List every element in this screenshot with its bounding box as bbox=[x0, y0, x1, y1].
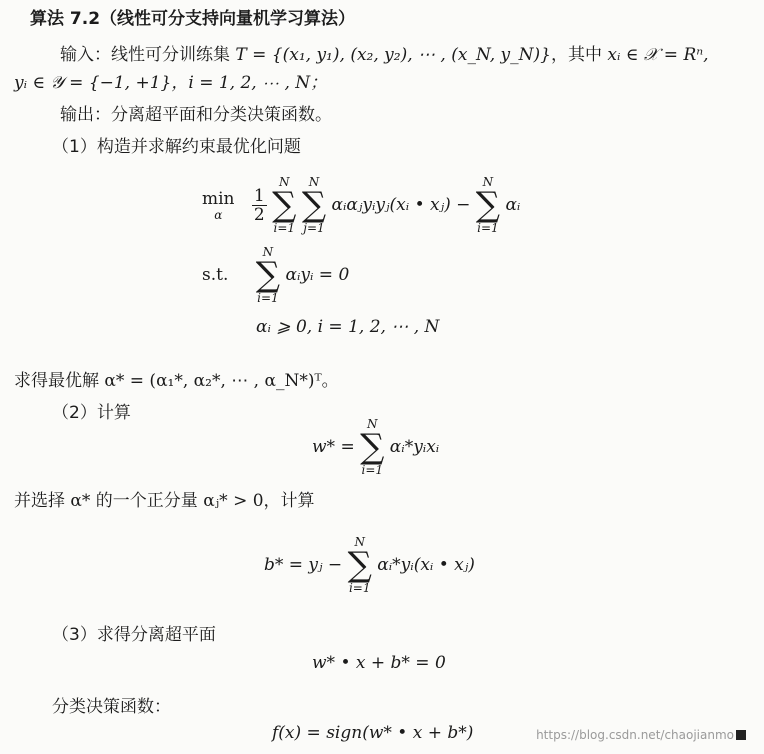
decision-function-equation: f(x) = sign(w* • x + b*) bbox=[272, 723, 474, 743]
input-where: ，其中 bbox=[550, 45, 602, 65]
decision-function-label: 分类决策函数： bbox=[52, 697, 171, 717]
w-star-rhs: αᵢ*yᵢxᵢ bbox=[389, 437, 440, 457]
input-set: T = {(x₁, y₁), (x₂, y₂), ⋯ , (x_N, y_N)} bbox=[235, 45, 551, 65]
w-star-equation bbox=[312, 418, 439, 478]
step-1-heading: （1）构造并求解约束最优化问题 bbox=[52, 137, 301, 157]
optimal-solution-line: 求得最优解 α* = (α₁*, α₂*, ⋯ , α_N*)ᵀ。 bbox=[14, 371, 339, 391]
hyperplane-equation: w* • x + b* = 0 bbox=[312, 653, 446, 673]
input-y-condition: yᵢ ∈ 𝒴 = {−1, +1}，i = 1, 2, ⋯ , N； bbox=[14, 73, 328, 93]
sum-upper-limit: N bbox=[482, 175, 494, 189]
constraint-equation-1 bbox=[202, 246, 349, 306]
b-sum-operator: N ∑ i=1 bbox=[347, 535, 372, 595]
corner-mark-icon bbox=[736, 730, 746, 740]
input-label: 输入：线性可分训练集 bbox=[60, 45, 230, 65]
source-watermark: https://blog.csdn.net/chaojianmo bbox=[536, 728, 734, 742]
b-star-equation bbox=[264, 536, 475, 596]
sum-upper-limit: N bbox=[354, 535, 365, 549]
sum-lower-limit: j=1 bbox=[303, 221, 325, 235]
one-half-fraction bbox=[252, 187, 267, 224]
sum-j-operator: N ∑ j=1 bbox=[301, 175, 327, 235]
algorithm-title: 算法 7.2（线性可分支持向量机学习算法） bbox=[30, 9, 356, 29]
min-operator: min bbox=[202, 189, 235, 209]
sum-lower-limit: i=1 bbox=[257, 291, 279, 305]
min-variable: α bbox=[214, 208, 223, 222]
objective-terms: αᵢαⱼyᵢyⱼ(xᵢ • xⱼ) − bbox=[331, 195, 471, 215]
sum-lower-limit: i=1 bbox=[477, 221, 499, 235]
w-sum-operator: N ∑ i=1 bbox=[360, 417, 385, 477]
sum-lower-limit: i=1 bbox=[273, 221, 296, 235]
constraint-1-expression: αᵢyᵢ = 0 bbox=[285, 265, 350, 285]
step-3-heading: （3）求得分离超平面 bbox=[52, 625, 216, 645]
subject-to-label: s.t. bbox=[202, 265, 229, 285]
input-x-condition: xᵢ ∈ 𝒳 = Rⁿ, bbox=[607, 45, 709, 65]
sum-lower-limit: i=1 bbox=[361, 463, 384, 477]
constraint-equation-2: αᵢ ⩾ 0, i = 1, 2, ⋯ , N bbox=[256, 317, 440, 337]
fraction-denominator: 2 bbox=[253, 204, 265, 225]
input-line bbox=[60, 44, 709, 66]
output-line: 输出：分离超平面和分类决策函数。 bbox=[60, 105, 332, 125]
sum-upper-limit: N bbox=[367, 417, 378, 431]
sum-alpha-operator: N ∑ i=1 bbox=[475, 175, 501, 235]
w-star-lhs: w* = bbox=[312, 437, 355, 457]
b-star-rhs: αᵢ*yᵢ(xᵢ • xⱼ) bbox=[377, 555, 475, 575]
sum-upper-limit: N bbox=[308, 175, 320, 189]
sum-upper-limit: N bbox=[262, 245, 274, 259]
sum-lower-limit: i=1 bbox=[348, 581, 371, 595]
constraint-sum-operator: N ∑ i=1 bbox=[255, 245, 281, 305]
sum-upper-limit: N bbox=[279, 175, 290, 189]
b-star-lhs: b* = yⱼ − bbox=[264, 555, 343, 575]
select-component-line: 并选择 α* 的一个正分量 αⱼ* > 0，计算 bbox=[14, 491, 315, 511]
fraction-numerator: 1 bbox=[253, 185, 265, 206]
objective-tail: αᵢ bbox=[505, 195, 521, 215]
objective-equation bbox=[202, 176, 520, 236]
step-2-heading: （2）计算 bbox=[52, 403, 131, 423]
sum-i-operator: N ∑ i=1 bbox=[272, 175, 297, 235]
